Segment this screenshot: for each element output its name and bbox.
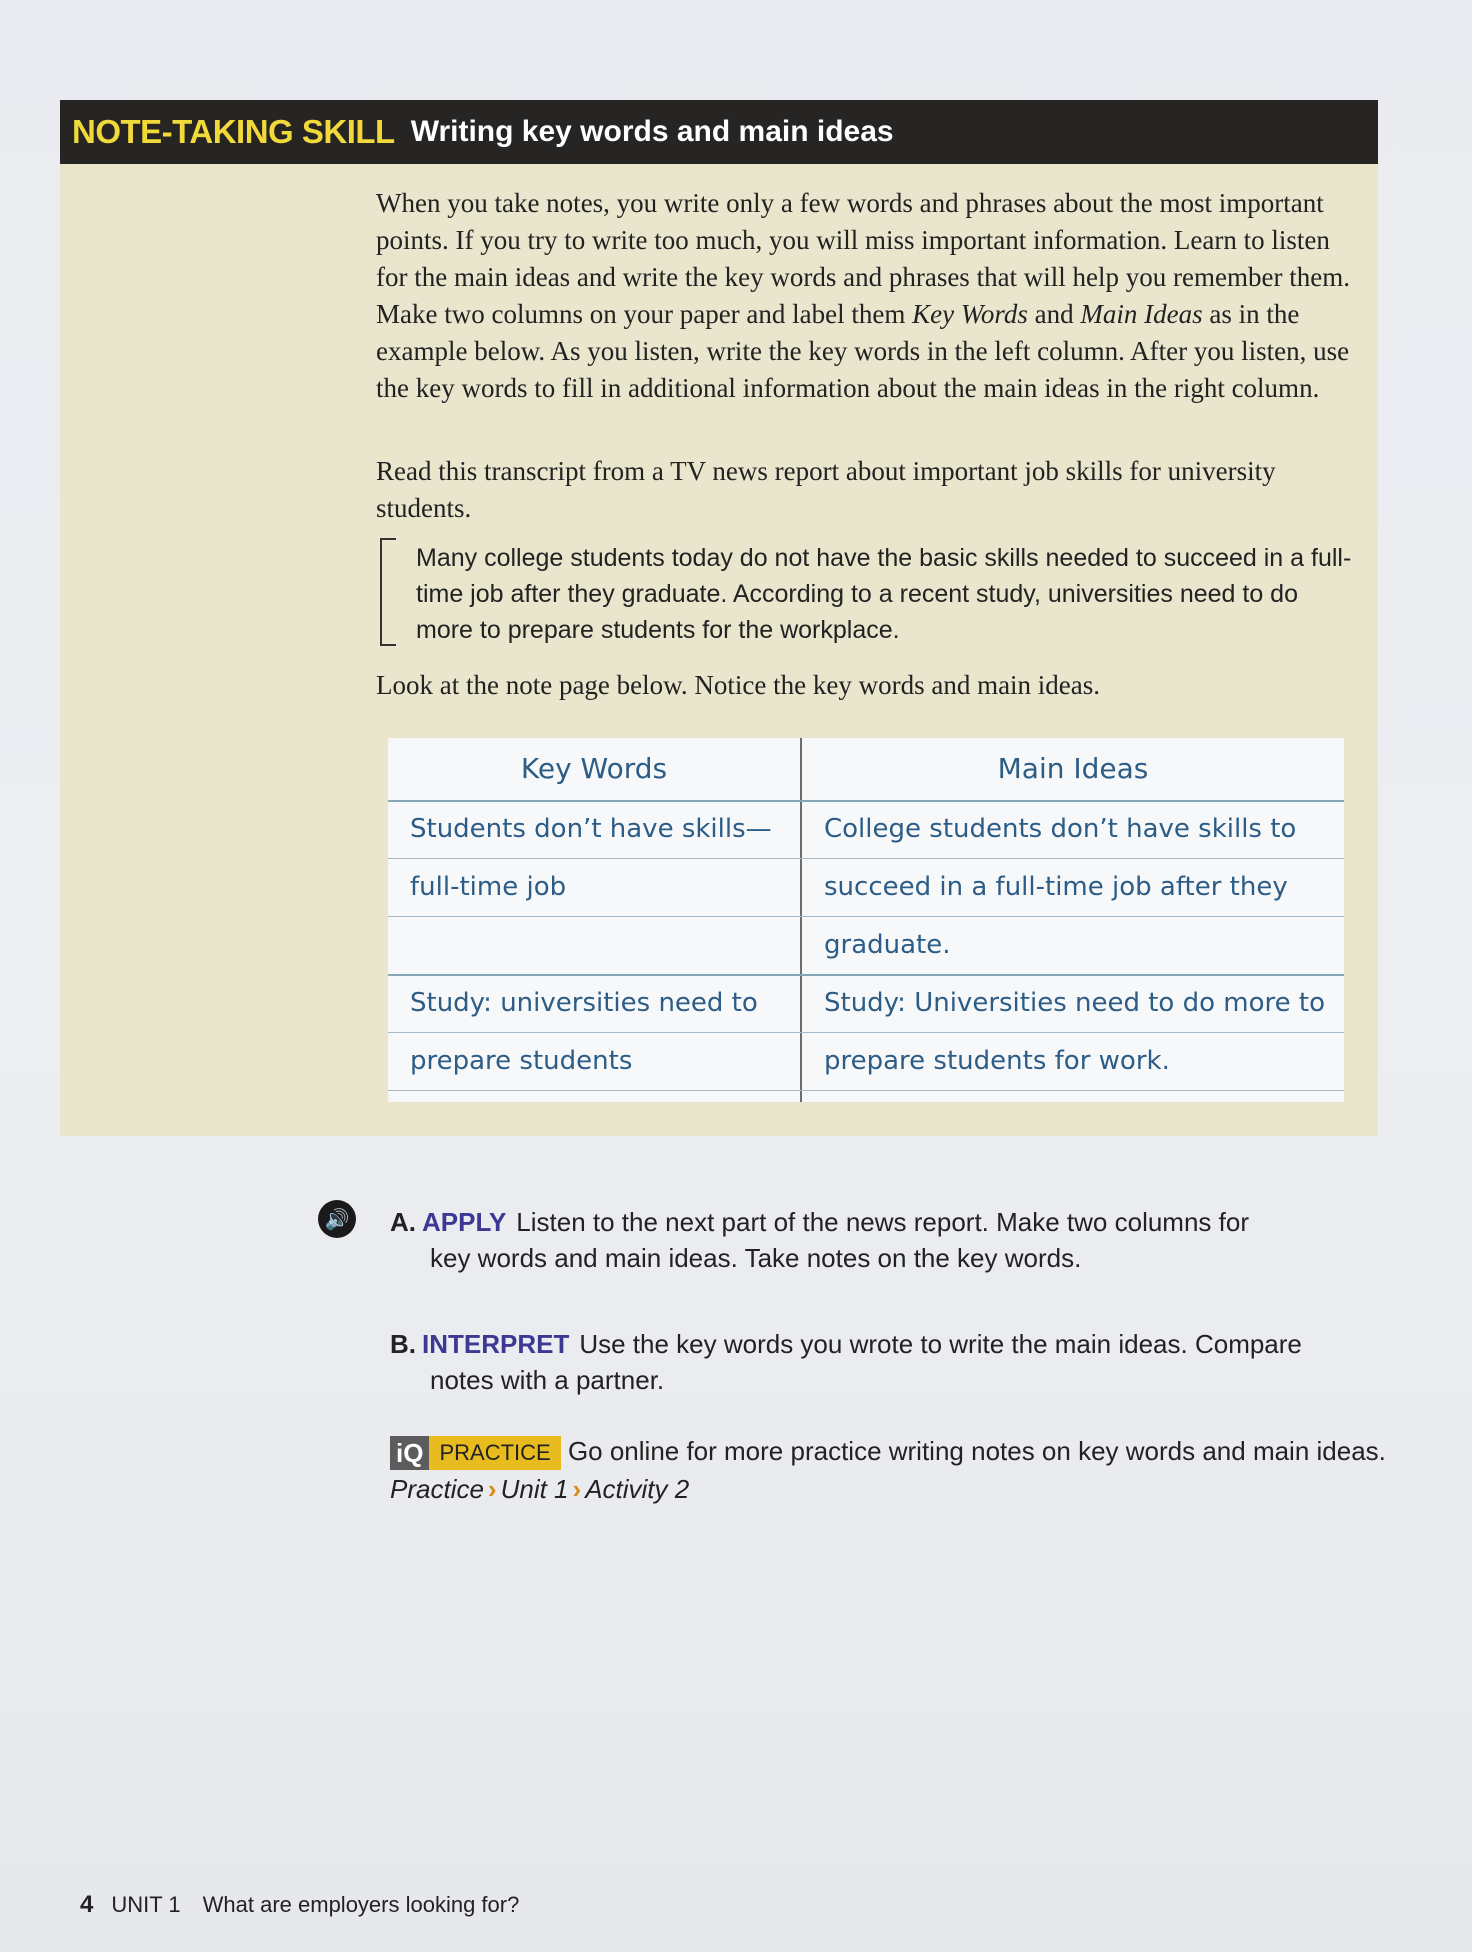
paragraph-text: When you take notes, you write only a few words and phrases about the most important points. If you try to write too much, you will miss important information. Learn to listen for the main ideas and write the key words and phrases that will help you remember them. Make two columns on your paper and label them: [376, 188, 1350, 329]
main-idea-line: College students don’t have skills to: [824, 814, 1297, 844]
skill-header: [60, 100, 1378, 164]
section-rule: [388, 974, 1344, 976]
exercise-text: notes with a partner.: [430, 1365, 665, 1395]
key-word-line: full-time job: [410, 872, 567, 902]
line-rule: [388, 916, 1344, 917]
line-rule: [388, 858, 1344, 859]
exercise-text: Use the key words you wrote to write the main ideas. Compare: [579, 1329, 1302, 1359]
paragraph-text: and: [1027, 299, 1081, 329]
main-idea-line: succeed in a full-time job after they: [824, 872, 1288, 902]
note-taking-skill-box: [60, 100, 1378, 1136]
exercise-text: key words and main ideas. Take notes on the key words.: [430, 1243, 1082, 1273]
skill-paragraph-1: [376, 185, 1366, 407]
exercise-tag-interpret: INTERPRET: [422, 1329, 570, 1359]
column-divider: [800, 738, 802, 1102]
skill-label: NOTE-TAKING SKILL: [72, 113, 395, 150]
page-footer: [80, 1891, 519, 1919]
line-rule: [388, 1032, 1344, 1033]
speaker-icon[interactable]: 🔊: [318, 1200, 356, 1238]
path-practice[interactable]: Practice: [390, 1474, 484, 1505]
header-rule: [388, 800, 1344, 802]
notes-header-main-ideas: Main Ideas: [997, 752, 1149, 785]
key-word-line: prepare students: [410, 1046, 633, 1076]
exercise-letter: B.: [390, 1329, 416, 1359]
exercise-tag-apply: APPLY: [422, 1207, 507, 1237]
exercise-letter: A.: [390, 1207, 416, 1237]
emphasis-key-words: Key Words: [912, 299, 1028, 329]
skill-paragraph-2: Read this transcript from a TV news report about important job skills for university students.: [376, 456, 1276, 523]
footer-unit: UNIT 1: [111, 1892, 181, 1917]
chevron-right-icon: ›: [487, 1474, 497, 1505]
path-unit[interactable]: Unit 1: [500, 1474, 569, 1505]
skill-title: Writing key words and main ideas: [410, 115, 894, 148]
exercise-b: [390, 1326, 1390, 1398]
iq-practice-badge: [390, 1436, 561, 1470]
main-idea-line: graduate.: [824, 930, 951, 960]
main-idea-line: Study: Universities need to do more to: [824, 988, 1325, 1018]
paragraph-text: as in the example below. As you listen, write the key words in the left column. After you listen, use the key words to fill in additional information about the main ideas in the right column.: [376, 299, 1350, 403]
path-activity[interactable]: Activity 2: [585, 1474, 690, 1505]
iq-text: Go online for more practice writing notes on key words and main ideas.: [567, 1436, 1386, 1466]
iq-practice-callout: [390, 1432, 1390, 1508]
chevron-right-icon: ›: [572, 1474, 582, 1505]
skill-paragraph-3: Look at the note page below. Notice the key words and main ideas.: [376, 670, 1101, 700]
note-page: [388, 738, 1344, 1102]
page-number: 4: [80, 1891, 94, 1918]
transcript-bracket: [380, 538, 1370, 646]
notes-header-key-words: Key Words: [520, 752, 668, 785]
emphasis-main-ideas: Main Ideas: [1080, 299, 1203, 329]
practice-path[interactable]: [390, 1474, 689, 1504]
main-idea-line: prepare students for work.: [824, 1046, 1170, 1076]
exercise-a: [390, 1204, 1390, 1276]
key-word-line: Students don’t have skills—: [410, 814, 772, 844]
footer-title: What are employers looking for?: [202, 1892, 520, 1917]
key-word-line: Study: universities need to: [410, 988, 758, 1018]
note-grid: [388, 738, 1344, 1102]
exercise-text: Listen to the next part of the news report. Make two columns for: [516, 1207, 1249, 1237]
practice-label: PRACTICE: [429, 1436, 560, 1470]
iq-logo: iQ: [390, 1436, 429, 1470]
line-rule: [388, 1090, 1344, 1091]
transcript-text: Many college students today do not have the basic skills needed to succeed in a full-time job after they graduate. According to a recent study, universities need to do more to prepare students for the workplace.: [416, 544, 1352, 644]
